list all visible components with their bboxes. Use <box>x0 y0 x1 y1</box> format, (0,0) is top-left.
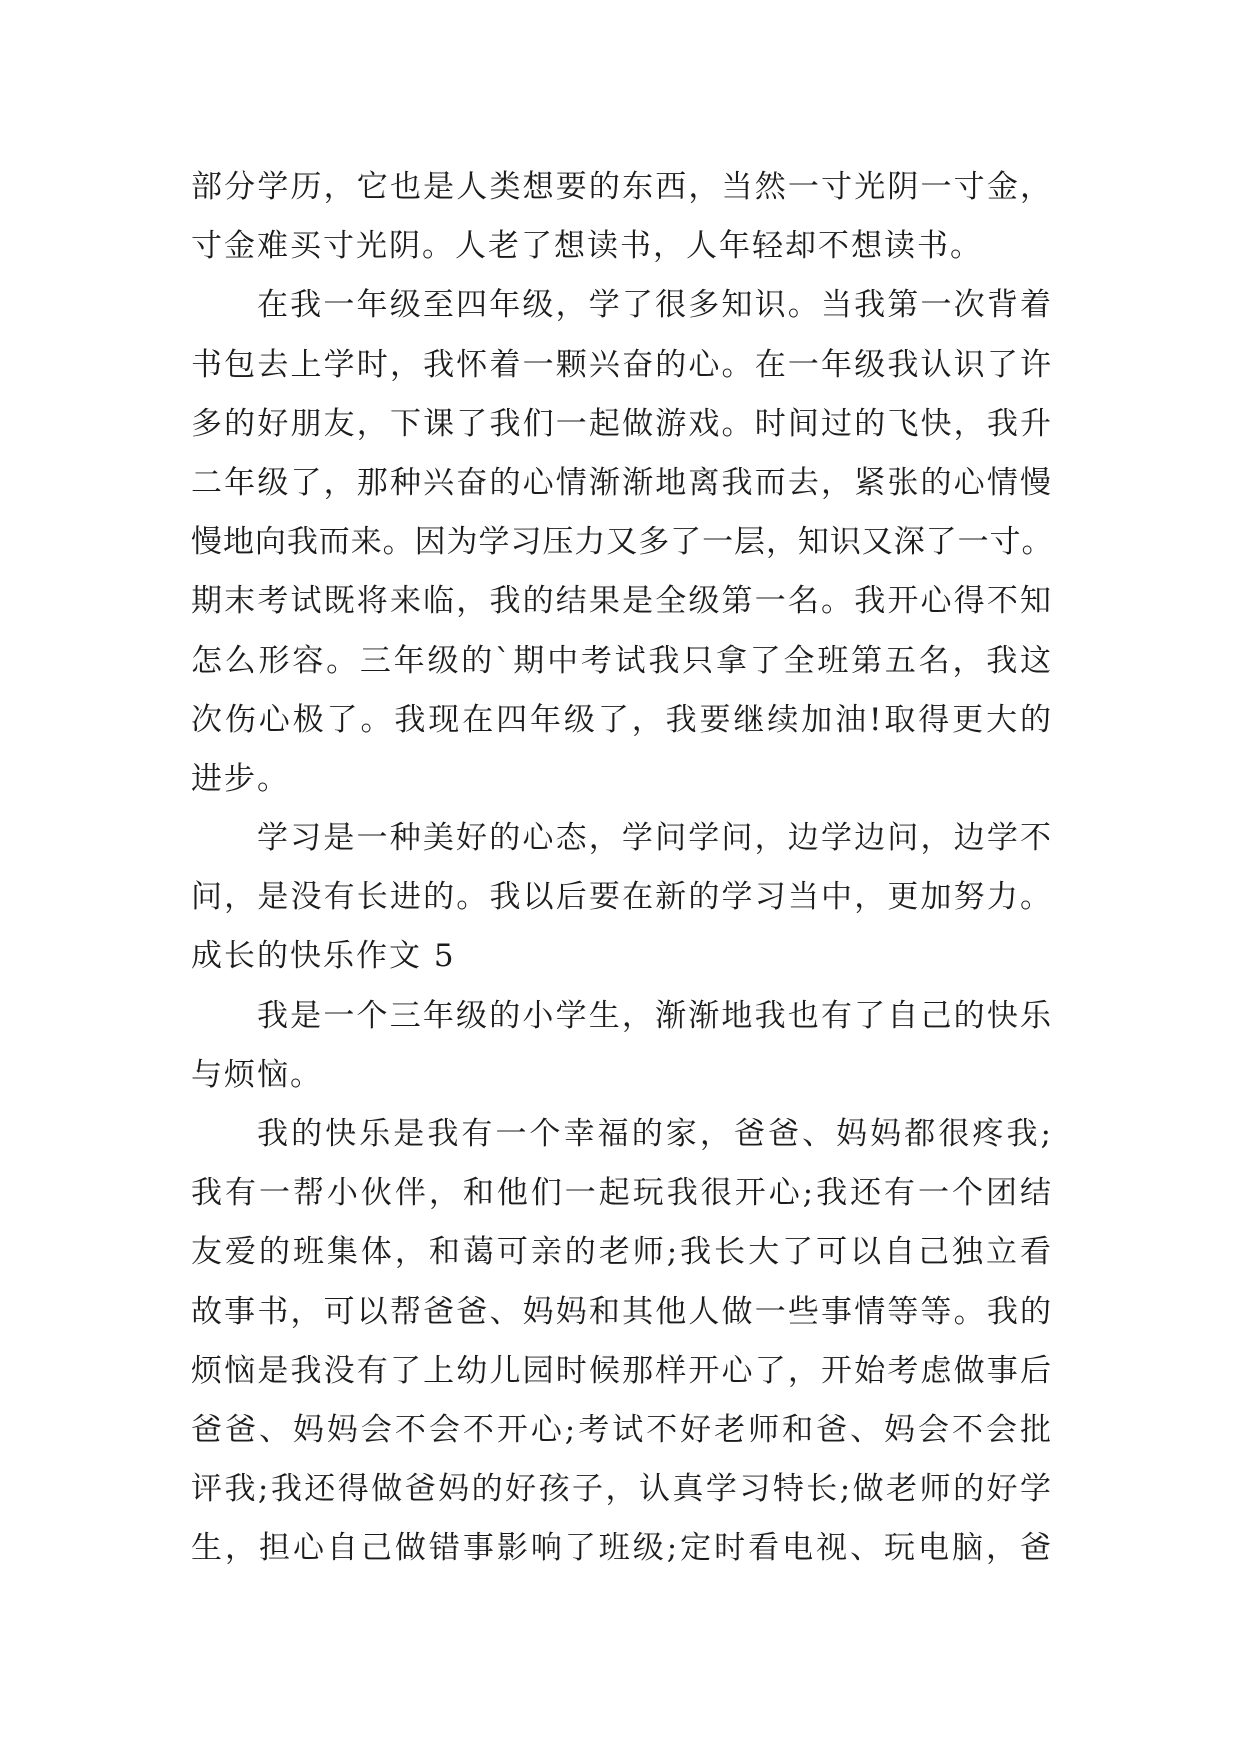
text-line: 生，担心自己做错事影响了班级;定时看电视、玩电脑，爸 <box>191 1530 1053 1567</box>
text-line: 我是一个三年级的小学生，渐渐地我也有了自己的快乐 <box>257 997 1053 1034</box>
text-line: 期末考试既将来临，我的结果是全级第一名。我开心得不知 <box>191 583 1053 620</box>
essay-title <box>191 927 1053 986</box>
text-line: 友爱的班集体，和蔼可亲的老师;我长大了可以自己独立看 <box>191 1234 1053 1271</box>
text-line: 多的好朋友，下课了我们一起做游戏。时间过的飞快，我升 <box>191 405 1053 442</box>
text-line: 爸爸、妈妈会不会不开心;考试不好老师和爸、妈会不会批 <box>191 1411 1053 1448</box>
paragraph-continuation <box>191 158 1053 276</box>
text-line: 次伤心极了。我现在四年级了，我要继续加油!取得更大的 <box>191 701 1053 738</box>
text-line: 在我一年级至四年级，学了很多知识。当我第一次背着 <box>257 287 1053 324</box>
text-line: 与烦恼。 <box>191 1056 323 1093</box>
text-line: 学习是一种美好的心态，学问学问，边学边问，边学不 <box>257 820 1053 857</box>
paragraph-happiness <box>191 1105 1053 1579</box>
text-line: 烦恼是我没有了上幼儿园时候那样开心了，开始考虑做事后 <box>191 1352 1053 1389</box>
document-body <box>191 158 1053 1579</box>
text-line: 我的快乐是我有一个幸福的家，爸爸、妈妈都很疼我; <box>257 1116 1053 1152</box>
essay-title-text: 成长的快乐作文 5 <box>191 938 456 975</box>
text-line: 故事书，可以帮爸爸、妈妈和其他人做一些事情等等。我的 <box>191 1293 1053 1330</box>
paragraph-learning <box>191 809 1053 927</box>
paragraph-intro <box>191 987 1053 1105</box>
text-line: 怎么形容。三年级的`期中考试我只拿了全班第五名，我这 <box>191 642 1053 679</box>
text-line: 慢地向我而来。因为学习压力又多了一层，知识又深了一寸。 <box>191 524 1053 561</box>
text-line: 书包去上学时，我怀着一颗兴奋的心。在一年级我认识了许 <box>191 346 1053 383</box>
text-line: 问，是没有长进的。我以后要在新的学习当中，更加努力。 <box>191 879 1053 916</box>
text-line: 寸金难买寸光阴。人老了想读书，人年轻却不想读书。 <box>191 228 983 265</box>
text-line: 进步。 <box>191 760 290 797</box>
text-line: 二年级了，那种兴奋的心情渐渐地离我而去，紧张的心情慢 <box>191 464 1053 501</box>
text-line: 我有一帮小伙伴，和他们一起玩我很开心;我还有一个团结 <box>191 1175 1053 1212</box>
text-line: 评我;我还得做爸妈的好孩子，认真学习特长;做老师的好学 <box>191 1471 1053 1508</box>
paragraph-grades <box>191 276 1053 809</box>
text-line: 部分学历，它也是人类想要的东西，当然一寸光阴一寸金， <box>191 169 1053 205</box>
